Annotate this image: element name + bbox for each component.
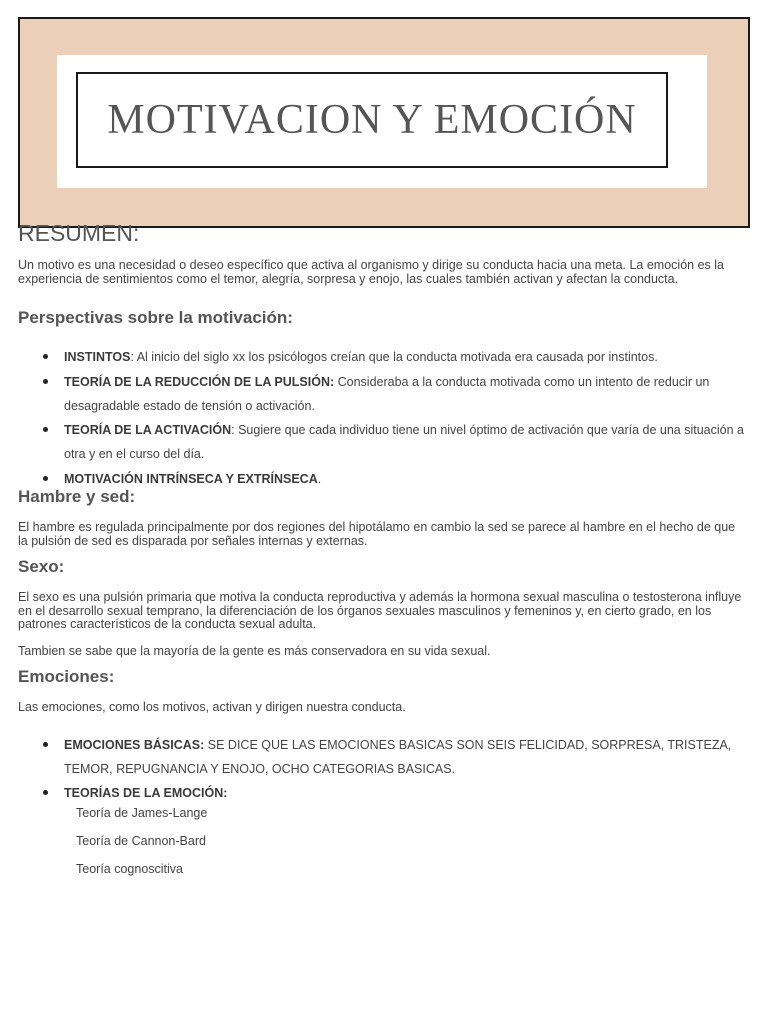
sexo-paragraph: El sexo es una pulsión primaria que motiva la conducta reproductiva y además la hormona sexual masculina o testosterona influye en el desarrollo sexual temprano, la diferenciación de los órganos sexuales masculinos y femeninos y, en cierto grado, en los patrones característicos de la conducta sexual adulta. [18,590,742,631]
bullet-icon [43,379,48,384]
item-term: MOTIVACIÓN INTRÍNSECA Y EXTRÍNSECA [64,472,318,486]
title-banner [18,17,750,228]
hambre-heading: Hambre y sed: [18,487,136,506]
bullet-icon [43,476,48,481]
item-term: TEORÍAS DE LA EMOCIÓN: [64,786,228,800]
item-term: TEORÍA DE LA REDUCCIÓN DE LA PULSIÓN: [64,375,335,389]
item-term: INSTINTOS [64,350,131,364]
list-item-reduccion-pulsion [45,370,750,418]
bullet-icon [43,790,48,795]
teoria-item: Teoría cognoscitiva [76,862,184,876]
sexo-paragraph-2: Tambien se sabe que la mayoría de la gente es más conservadora en su vida sexual. [18,644,491,658]
list-item-emociones-basicas [45,733,750,781]
hambre-paragraph: El hambre es regulada principalmente por dos regiones del hipotálamo en cambio la sed se parece al hambre en el hecho de que la pulsión de sed es disparada por señales internas y externas. [18,520,736,548]
list-item-motivacion [45,467,750,491]
emociones-heading: Emociones: [18,667,115,686]
teoria-item: Teoría de James-Lange [76,806,208,820]
list-item-instintos [45,345,750,369]
sexo-heading: Sexo: [18,557,65,576]
list-item-activacion [45,418,750,466]
bullet-icon [43,742,48,747]
item-text: . [317,472,322,486]
intro-paragraph: Un motivo es una necesidad o deseo específico que activa al organismo y dirige su conducta hacia una meta. La emoción es la experiencia de sentimientos como el temor, alegría, sorpresa y enojo, las cuales también activan y afectan la conducta. [18,258,724,286]
item-text: SE DICE QUE LAS EMOCIONES BASICAS SON SEIS FELICIDAD, SORPRESA, TRISTEZA, TEMOR, REPUGNANCIA Y ENOJO, OCHO CATEGORIAS BASICAS. [64,738,732,776]
title-banner-inner [57,55,707,188]
perspectivas-heading: Perspectivas sobre la motivación: [18,308,293,327]
item-text: Consideraba a la conducta motivada como un intento de reducir un desagradable estado de tensión o activación. [64,375,710,413]
title-frame [76,72,668,168]
teoria-item: Teoría de Cannon-Bard [76,834,206,848]
bullet-icon [43,427,48,432]
item-term: TEORÍA DE LA ACTIVACIÓN [64,423,232,437]
bullet-icon [43,354,48,359]
item-text: : Sugiere que cada individuo tiene un nivel óptimo de activación que varía de una situación a otra y en el curso del día. [64,423,744,461]
list-item-teorias-emocion [45,781,750,805]
item-text: : Al inicio del siglo xx los psicólogos creían que la conducta motivada era causada por instintos. [130,350,658,364]
document-title: MOTIVACION Y EMOCIÓN [107,97,637,143]
item-term: EMOCIONES BÁSICAS: [64,738,205,752]
emociones-paragraph: Las emociones, como los motivos, activan y dirigen nuestra conducta. [18,700,406,714]
resumen-heading: RESUMEN: [18,220,140,246]
